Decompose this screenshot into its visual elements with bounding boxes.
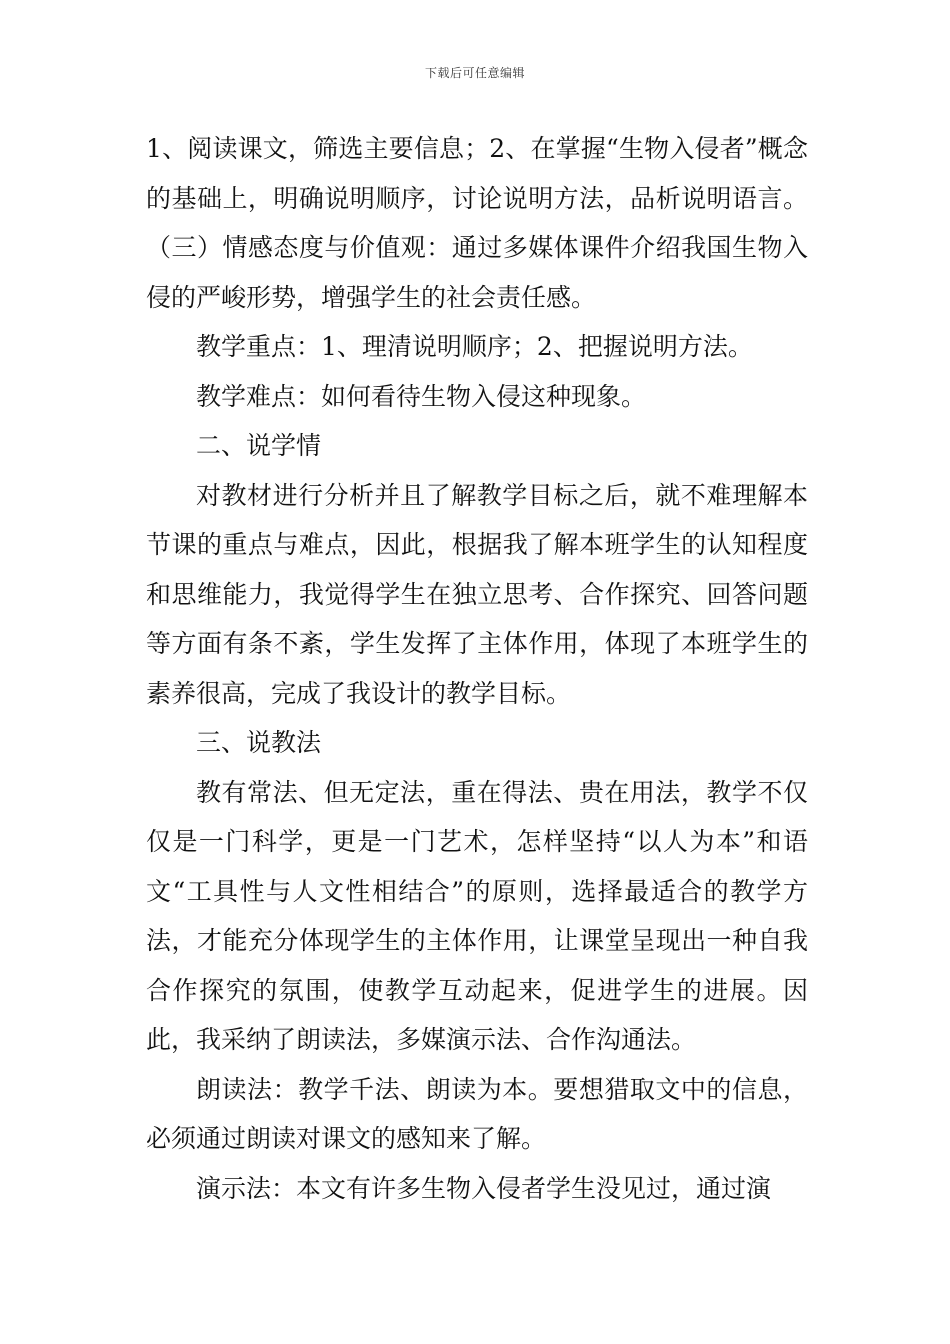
- document-body: [146, 124, 808, 1213]
- paragraph-demonstration-method: 演示法：本文有许多生物入侵者学生没见过，通过演: [196, 1173, 772, 1203]
- page-header: 下载后可任意编辑: [424, 66, 525, 80]
- paragraph-key-points: 教学重点：1、理清说明顺序；2、把握说明方法。: [196, 332, 753, 361]
- paragraph-reading-method: 朗读法：教学千法、朗读为本。要想猎取文中的信息，必须通过朗读对课文的感知来了解。: [146, 1074, 808, 1153]
- section-heading-learning-situation: 二、说学情: [196, 431, 322, 460]
- paragraph-objectives: 1、阅读课文，筛选主要信息；2、在掌握“生物入侵者”概念的基础上，明确说明顺序，讨论说明方法，品析说明语言。（三）情感态度与价值观：通过多媒体课件介绍我国生物入侵的严峻形势，增强学生的社会责任感。: [146, 134, 808, 312]
- paragraph-difficulties: 教学难点：如何看待生物入侵这种现象。: [196, 381, 647, 411]
- paragraph-teaching-methods: 教有常法、但无定法，重在得法、贵在用法，教学不仅仅是一门科学，更是一门艺术，怎样坚持“以人为本”和语文“工具性与人文性相结合”的原则，选择最适合的教学方法，才能充分体现学生的主体作用，让课堂呈现出一种自我合作探究的氛围，使教学互动起来，促进学生的进展。因此，我采纳了朗读法，多媒演示法、合作沟通法。: [146, 777, 808, 1054]
- section-heading-teaching-methods: 三、说教法: [196, 728, 322, 757]
- paragraph-learning-situation: 对教材进行分析并且了解教学目标之后，就不难理解本节课的重点与难点，因此，根据我了解本班学生的认知程度和思维能力，我觉得学生在独立思考、合作探究、回答问题等方面有条不紊，学生发挥了主体作用，体现了本班学生的素养很高，完成了我设计的教学目标。: [146, 480, 808, 708]
